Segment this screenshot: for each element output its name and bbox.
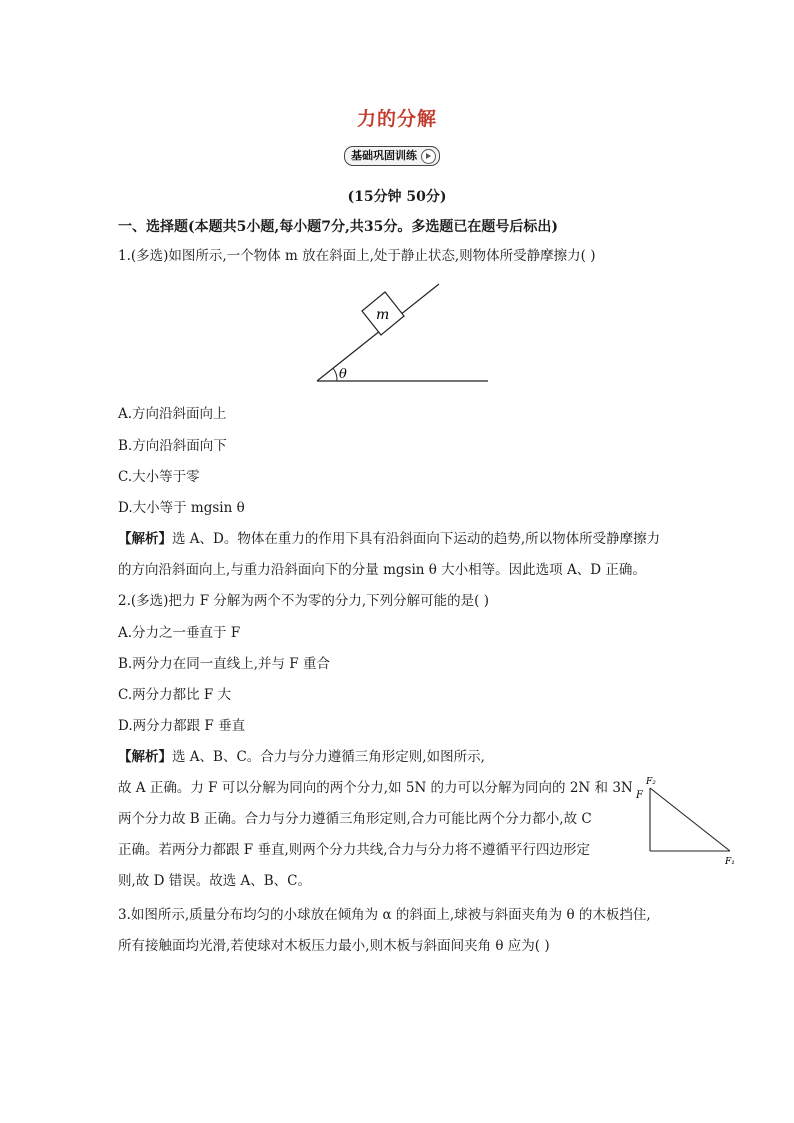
F2-label: F₂ [646, 777, 656, 787]
time-limit: (15分钟 50分) [347, 189, 447, 205]
q1-option-a: A.方向沿斜面向上 [118, 406, 227, 422]
analysis-text: 选 A、B、C。合力与分力遵循三角形定则,如图所示, [172, 749, 485, 765]
q2-stem: 2.(多选)把力 F 分解为两个不为零的分力,下列分解可能的是( ) [118, 593, 489, 609]
q1-analysis-line-2: 的方向沿斜面向上,与重力沿斜面向下的分量 mgsin θ 大小相等。因此选项 A、D 正确。 [118, 562, 646, 578]
q1-analysis-line-1 [118, 529, 660, 549]
section-badge [344, 146, 440, 166]
section-heading: 一、选择题(本题共5小题,每小题7分,共35分。多选题已在题号后标出) [118, 219, 558, 235]
q1-option-b: B.方向沿斜面向下 [118, 438, 227, 454]
q2-option-b: B.两分力在同一直线上,并与 F 重合 [118, 656, 330, 672]
play-icon [421, 149, 436, 164]
theta-label: θ [339, 367, 347, 382]
badge-label: 基础巩固训练 [351, 149, 417, 162]
q1-option-d: D.大小等于 mgsin θ [118, 500, 245, 516]
q2-option-c: C.两分力都比 F 大 [118, 687, 232, 703]
analysis-tag: 【解析】 [118, 531, 172, 547]
q2-analysis-line-3: 两个分力故 B 正确。合力与分力遵循三角形定则,合力可能比两个分力都小,故 C [118, 811, 592, 827]
q1-option-c: C.大小等于零 [118, 469, 200, 485]
q2-option-a: A.分力之一垂直于 F [118, 625, 241, 641]
F1-label: F₁ [725, 857, 735, 867]
analysis-tag: 【解析】 [118, 749, 172, 765]
q2-analysis-line-2: 故 A 正确。力 F 可以分解为同向的两个分力,如 5N 的力可以分解为同向的 2N 和 3N [118, 780, 633, 796]
q2-option-d: D.两分力都跟 F 垂直 [118, 718, 246, 734]
angle-arc [333, 368, 337, 381]
triangle-hypotenuse [650, 788, 730, 851]
analysis-text: 选 A、D。物体在重力的作用下具有沿斜面向下运动的趋势,所以物体所受静摩擦力 [172, 531, 661, 547]
q2-analysis-line-5: 则,故 D 错误。故选 A、B、C。 [118, 873, 311, 889]
page-title: 力的分解 [356, 108, 437, 130]
q3-stem-line-2: 所有接触面均光滑,若使球对木板压力最小,则木板与斜面间夹角 θ 应为( ) [118, 938, 550, 954]
F-label: F [636, 790, 643, 801]
q1-stem: 1.(多选)如图所示,一个物体 m 放在斜面上,处于静止状态,则物体所受静摩擦力( ) [118, 248, 596, 264]
incline-figure [310, 280, 495, 385]
q2-analysis-line-1 [118, 747, 485, 767]
mass-label: m [376, 307, 390, 323]
q2-analysis-line-4: 正确。若两分力都跟 F 垂直,则两个分力共线,合力与分力将不遵循平行四边形定 [118, 842, 591, 858]
force-triangle-figure [628, 774, 743, 870]
q3-stem-line-1: 3.如图所示,质量分布均匀的小球放在倾角为 α 的斜面上,球被与斜面夹角为 θ 的木板挡住, [118, 907, 651, 923]
